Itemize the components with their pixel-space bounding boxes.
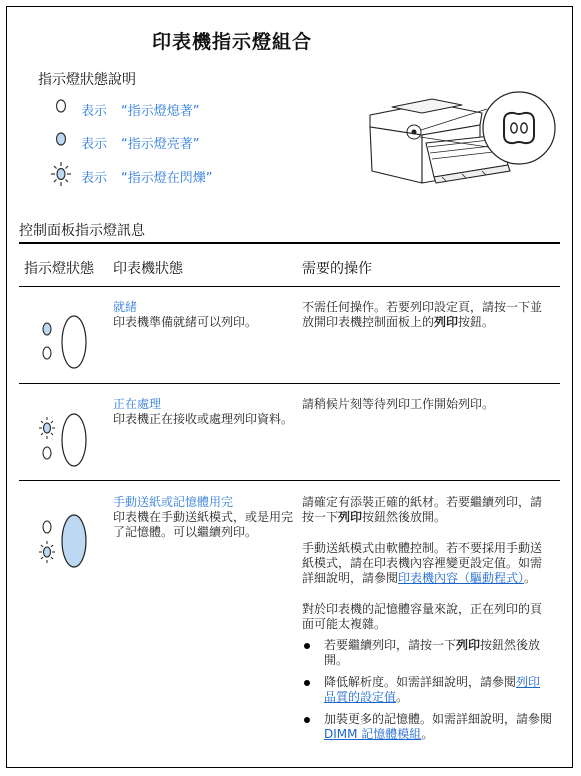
state-description: 印表機準備就緒可以列印。 [113,315,258,329]
led-panel-processing [39,409,89,469]
action-paragraph: 請確定有添裝正確的紙材。若要繼續列印，請按一下列印按鈕然後放開。 [302,495,543,524]
divider [19,242,560,244]
column-header: 印表機狀態 [113,261,183,277]
column-header: 指示燈狀態 [24,261,94,277]
divider [19,480,560,481]
state-title: 手動送紙或記憶體用完 [113,495,234,509]
button-off-icon [62,414,86,466]
document-page [6,6,573,768]
dimm-memory-link[interactable]: DIMM 記憶體模組 [324,727,422,741]
led-off-icon [43,521,51,533]
list-item: 降低解析度。如需詳細說明，請參閱列印品質的設定值。 [302,675,552,705]
state-title: 正在處理 [113,397,162,411]
column-header: 需要的操作 [302,261,372,277]
led-off-icon [43,447,51,459]
divider [19,286,560,287]
action-text: 請稍候片刻等待列印工作開始列印。 [302,397,495,411]
print-quality-settings-link[interactable]: 列印品質的設定值 [324,675,541,704]
action-paragraph: 手動送紙模式由軟體控制。若不要採用手動送紙模式，請在印表機內容裡變更設定值。如需詳細說明，請參閱印表機內容（驅動程式）。 [302,541,543,585]
led-panel-manual-feed [39,510,89,570]
legend-text: “指示燈在閃爍” [121,171,213,186]
led-blink-icon [51,161,77,187]
led-blink-icon [39,541,55,563]
action-text [302,495,552,749]
led-on-icon [51,127,77,153]
printer-properties-link[interactable]: 印表機內容（驅動程式） [398,571,525,585]
legend-item-blink [51,161,351,187]
state-description: 印表機在手動送紙模式，或是用完了記憶體。可以繼續列印。 [113,510,294,539]
divider [19,383,560,384]
action-bullet-list [302,638,552,742]
legend-prefix: 表示 [81,104,108,119]
led-off-icon [43,347,51,359]
button-off-icon [62,316,86,368]
legend-prefix: 表示 [81,137,108,152]
legend-item-off [51,94,351,120]
legend-text: “指示燈熄著” [121,104,200,119]
state-title: 就緒 [113,300,138,314]
state-description: 印表機正在接收或處理列印資料。 [113,412,294,426]
list-item: 加裝更多的記憶體。如需詳細說明，請參閱DIMM 記憶體模組。 [302,712,552,742]
action-paragraph: 對於印表機的記憶體容量來說，正在列印的頁面可能太複雜。 [302,602,543,631]
led-blink-icon [39,417,55,439]
led-off-icon [51,94,77,120]
action-text: 不需任何操作。若要列印設定頁，請按一下並放開印表機控制面板上的列印按鈕。 [302,300,543,329]
printer-illustration [362,85,562,203]
legend-prefix: 表示 [81,171,108,186]
list-item: 若要繼續列印，請按一下列印按鈕然後放開。 [302,638,552,668]
led-on-icon [43,323,51,335]
legend-text: “指示燈亮著” [121,137,200,152]
section-heading: 控制面板指示燈訊息 [19,223,145,239]
legend-item-on [51,127,351,153]
page-title: 印表機指示燈組合 [152,31,313,53]
led-panel-ready [39,311,89,371]
button-on-icon [62,515,86,567]
legend-heading: 指示燈狀態說明 [38,72,136,88]
